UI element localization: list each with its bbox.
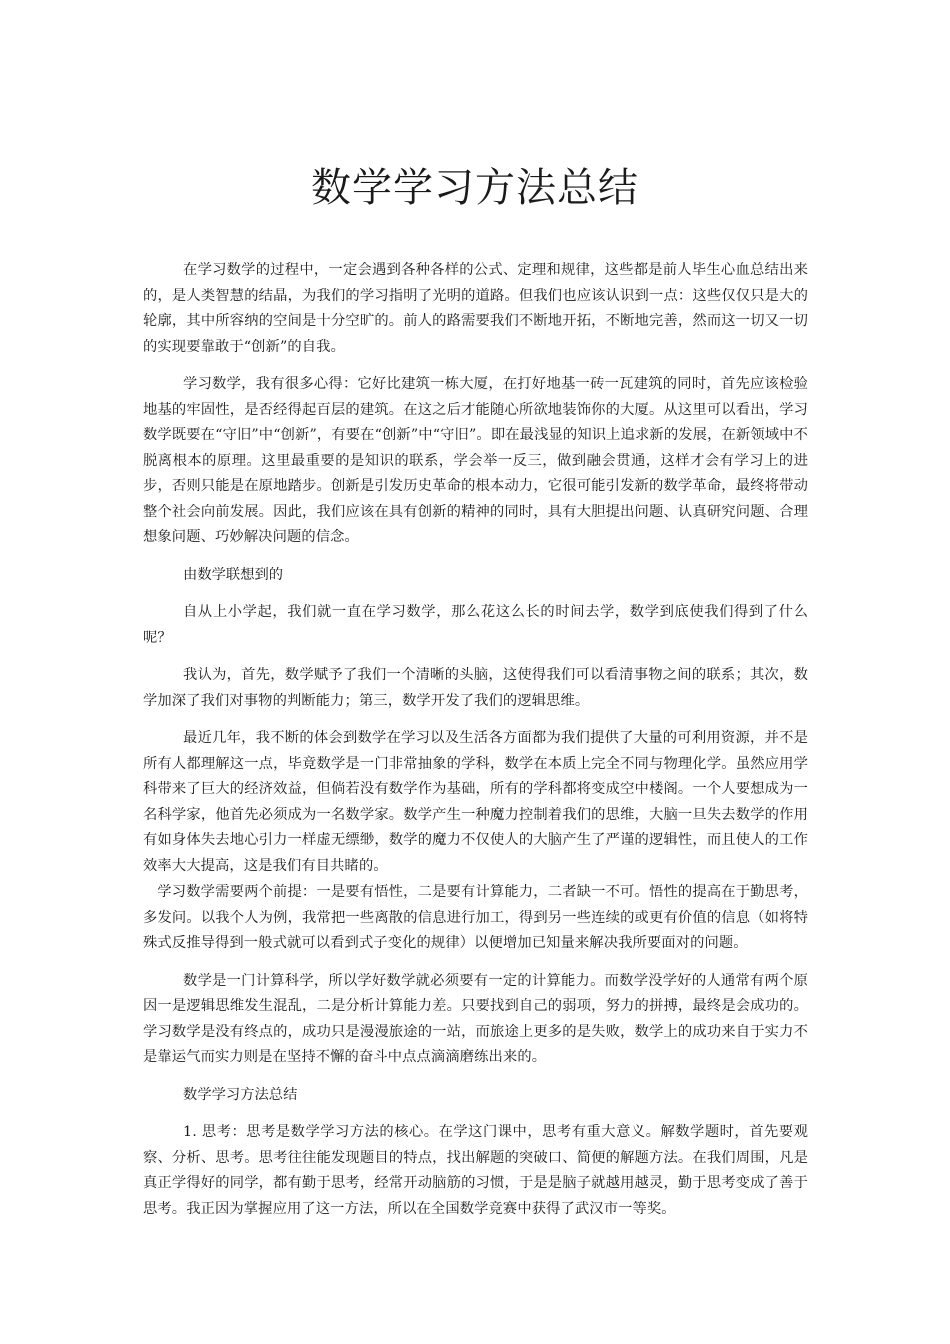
paragraph-benefits: 我认为，首先，数学赋予了我们一个清晰的头脑，这使得我们可以看清事物之间的联系；其次，数学加深了我们对事物的判断能力；第三，数学开发了我们的逻辑思维。 <box>143 667 808 709</box>
section-heading-methods: 数学学习方法总结 <box>183 1086 298 1103</box>
paragraph-question: 自从上小学起，我们就一直在学习数学，那么花这么长的时间去学，数学到底使我们得到了什么呢？ <box>143 604 808 646</box>
paragraph-prerequisites: 学习数学需要两个前提：一是要有悟性，二是要有计算能力，二者缺一不可。悟性的提高在于勤思考，多发问。以我个人为例，我常把一些离散的信息进行加工，得到另一些连续的或更有价值的信息（如将特殊式反推导得到一般式就可以看到式子变化的规律）以便增加已知量来解决我所要面对的问题。 <box>143 884 808 951</box>
paragraph-computation: 数学是一门计算科学，所以学好数学就必须要有一定的计算能力。而数学没学好的人通常有两个原因一是逻辑思维发生混乱，二是分析计算能力差。只要找到自己的弱项，努力的拼搏，最终是会成功的。学习数学是没有终点的，成功只是漫漫旅途的一站，而旅途上更多的是失败，数学上的成功来自于实力不是靠运气而实力则是在坚持不懈的奋斗中点点滴滴磨练出来的。 <box>143 972 808 1065</box>
paragraph-learning-insights: 学习数学，我有很多心得：它好比建筑一栋大厦，在打好地基一砖一瓦建筑的同时，首先应该检验地基的牢固性，是否经得起百层的建筑。在这之后才能随心所欲地装饰你的大厦。从这里可以看出，学习数学既要在“守旧”中“创新”，有要在“创新”中“守旧”。即在最浅显的知识上追求新的发展，在新领域中不脱离根本的原理。这里最重要的是知识的联系，学会举一反三，做到融会贯通，这样才会有学习上的进步，否则只能是在原地踏步。创新是引发历史革命的根本动力，它很可能引发新的数学革命，最终将带动整个社会向前发展。因此，我们应该在具有创新的精神的同时，具有大胆提出问题、认真研究问题、合理想象问题、巧妙解决问题的信念。 <box>143 376 808 545</box>
document-title: 数学学习方法总结 <box>311 165 639 211</box>
paragraph-resources: 最近几年，我不断的体会到数学在学习以及生活各方面都为我们提供了大量的可利用资源，并不是所有人都理解这一点，毕竟数学是一门非常抽象的学科，数学在本质上完全不同与物理化学。虽然应用学科带来了巨大的经济效益，但倘若没有数学作为基础，所有的学科都将变成空中楼阁。一个人要想成为一名科学家，他首先必须成为一名数学家。数学产生一种魔力控制着我们的思维，大脑一旦失去数学的作用有如身体失去地心引力一样虚无缥缈，数学的魔力不仅使人的大脑产生了严谨的逻辑性，而且使人的工作效率大大提高，这是我们有目共睹的。 <box>143 730 808 874</box>
section-heading-associations: 由数学联想到的 <box>183 566 284 583</box>
paragraph-method-thinking: 1. 思考：思考是数学学习方法的核心。在学这门课中，思考有重大意义。解数学题时，首先要观察、分析、思考。思考往往能发现题目的特点，找出解题的突破口、简便的解题方法。在我们周围，凡是真正学得好的同学，都有勤于思考，经常开动脑筋的习惯，于是是脑子就越用越灵，勤于思考变成了善于思考。我正因为掌握应用了这一方法，所以在全国数学竞赛中获得了武汉市一等奖。 <box>143 1124 808 1217</box>
paragraph-intro: 在学习数学的过程中，一定会遇到各种各样的公式、定理和规律，这些都是前人毕生心血总结出来的，是人类智慧的结晶，为我们的学习指明了光明的道路。但我们也应该认识到一点：这些仅仅只是大的轮廓，其中所容纳的空间是十分空旷的。前人的路需要我们不断地开拓，不断地完善，然而这一切又一切的实现要靠敢于“创新”的自我。 <box>143 262 808 355</box>
document-body <box>143 258 808 1222</box>
